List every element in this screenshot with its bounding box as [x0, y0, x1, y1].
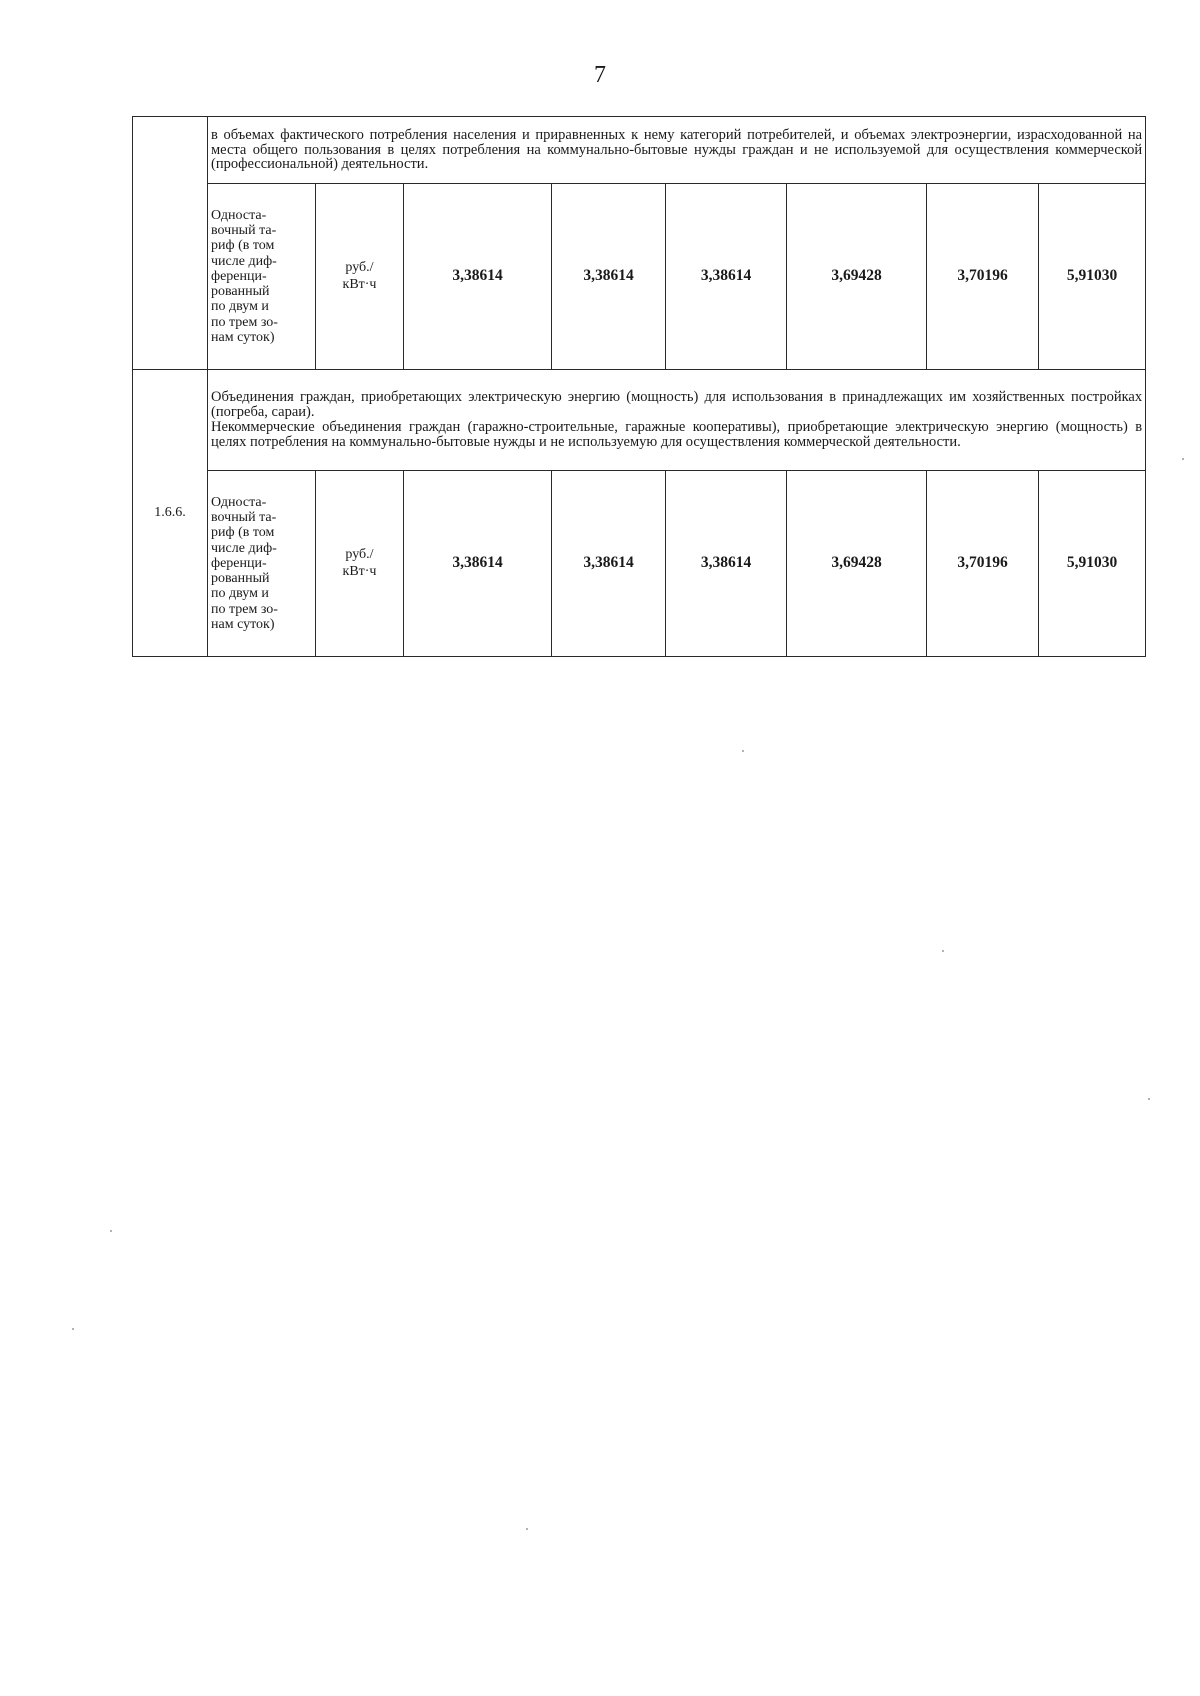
tariff-value-cell: 3,69428	[787, 184, 927, 370]
consumer-category-description	[208, 370, 1146, 471]
tariff-value-cell: 3,38614	[666, 184, 787, 370]
table-row	[133, 184, 1146, 370]
table-row	[133, 117, 1146, 184]
table-row	[133, 471, 1146, 657]
unit-cell: руб./ кВт·ч	[316, 184, 404, 370]
scan-speck	[1148, 1098, 1150, 1100]
scan-speck	[942, 950, 944, 952]
tariff-value-cell: 3,38614	[404, 184, 552, 370]
tariff-value-cell: 3,70196	[927, 471, 1039, 657]
scan-speck	[1182, 458, 1184, 460]
tariff-name-cell: Односта- вочный та- риф (в том числе диф- ференци- рованный по двум и по трем зо- нам суток)	[208, 471, 316, 657]
scan-speck	[72, 1328, 74, 1330]
description-paragraph: в объемах фактического потребления населения и приравненных к нему категорий потребителей, и объемах электроэнергии, израсходованной на места общего пользования в целях потребления на коммунально-бытовые нужды граждан и не используемой для осуществления коммерческой (профессиональной) деятельности.	[211, 126, 1143, 173]
tariff-value-cell: 3,70196	[927, 184, 1039, 370]
item-number-cell: 1.6.6.	[133, 370, 208, 657]
item-number-cell	[133, 117, 208, 370]
tariff-value-cell: 3,38614	[552, 471, 666, 657]
tariff-value-cell: 3,69428	[787, 471, 927, 657]
tariff-value-cell: 3,38614	[666, 471, 787, 657]
tariff-value-cell: 5,91030	[1039, 471, 1146, 657]
tariff-value-cell: 3,38614	[404, 471, 552, 657]
page-number: 7	[594, 62, 606, 88]
description-paragraph: Некоммерческие объединения граждан (гаражно-строительные, гаражные кооперативы), приобретающие электрическую энергию (мощность) в целях потребления на коммунально-бытовые нужды и не используемую для осуществления коммерческой деятельности.	[211, 419, 1143, 450]
consumer-category-description	[208, 117, 1146, 184]
tariff-value-cell: 3,38614	[552, 184, 666, 370]
scan-speck	[110, 1230, 112, 1232]
description-paragraph: Объединения граждан, приобретающих электрическую энергию (мощность) для использования в принадлежащих им хозяйственных постройках (погреба, сараи).	[211, 389, 1143, 421]
scan-speck	[526, 1528, 528, 1530]
scan-speck	[742, 750, 744, 752]
tariff-name-cell: Односта- вочный та- риф (в том числе диф- ференци- рованный по двум и по трем зо- нам суток)	[208, 184, 316, 370]
tariff-value-cell: 5,91030	[1039, 184, 1146, 370]
tariff-table	[132, 116, 1146, 657]
table-row	[133, 370, 1146, 471]
unit-cell: руб./ кВт·ч	[316, 471, 404, 657]
